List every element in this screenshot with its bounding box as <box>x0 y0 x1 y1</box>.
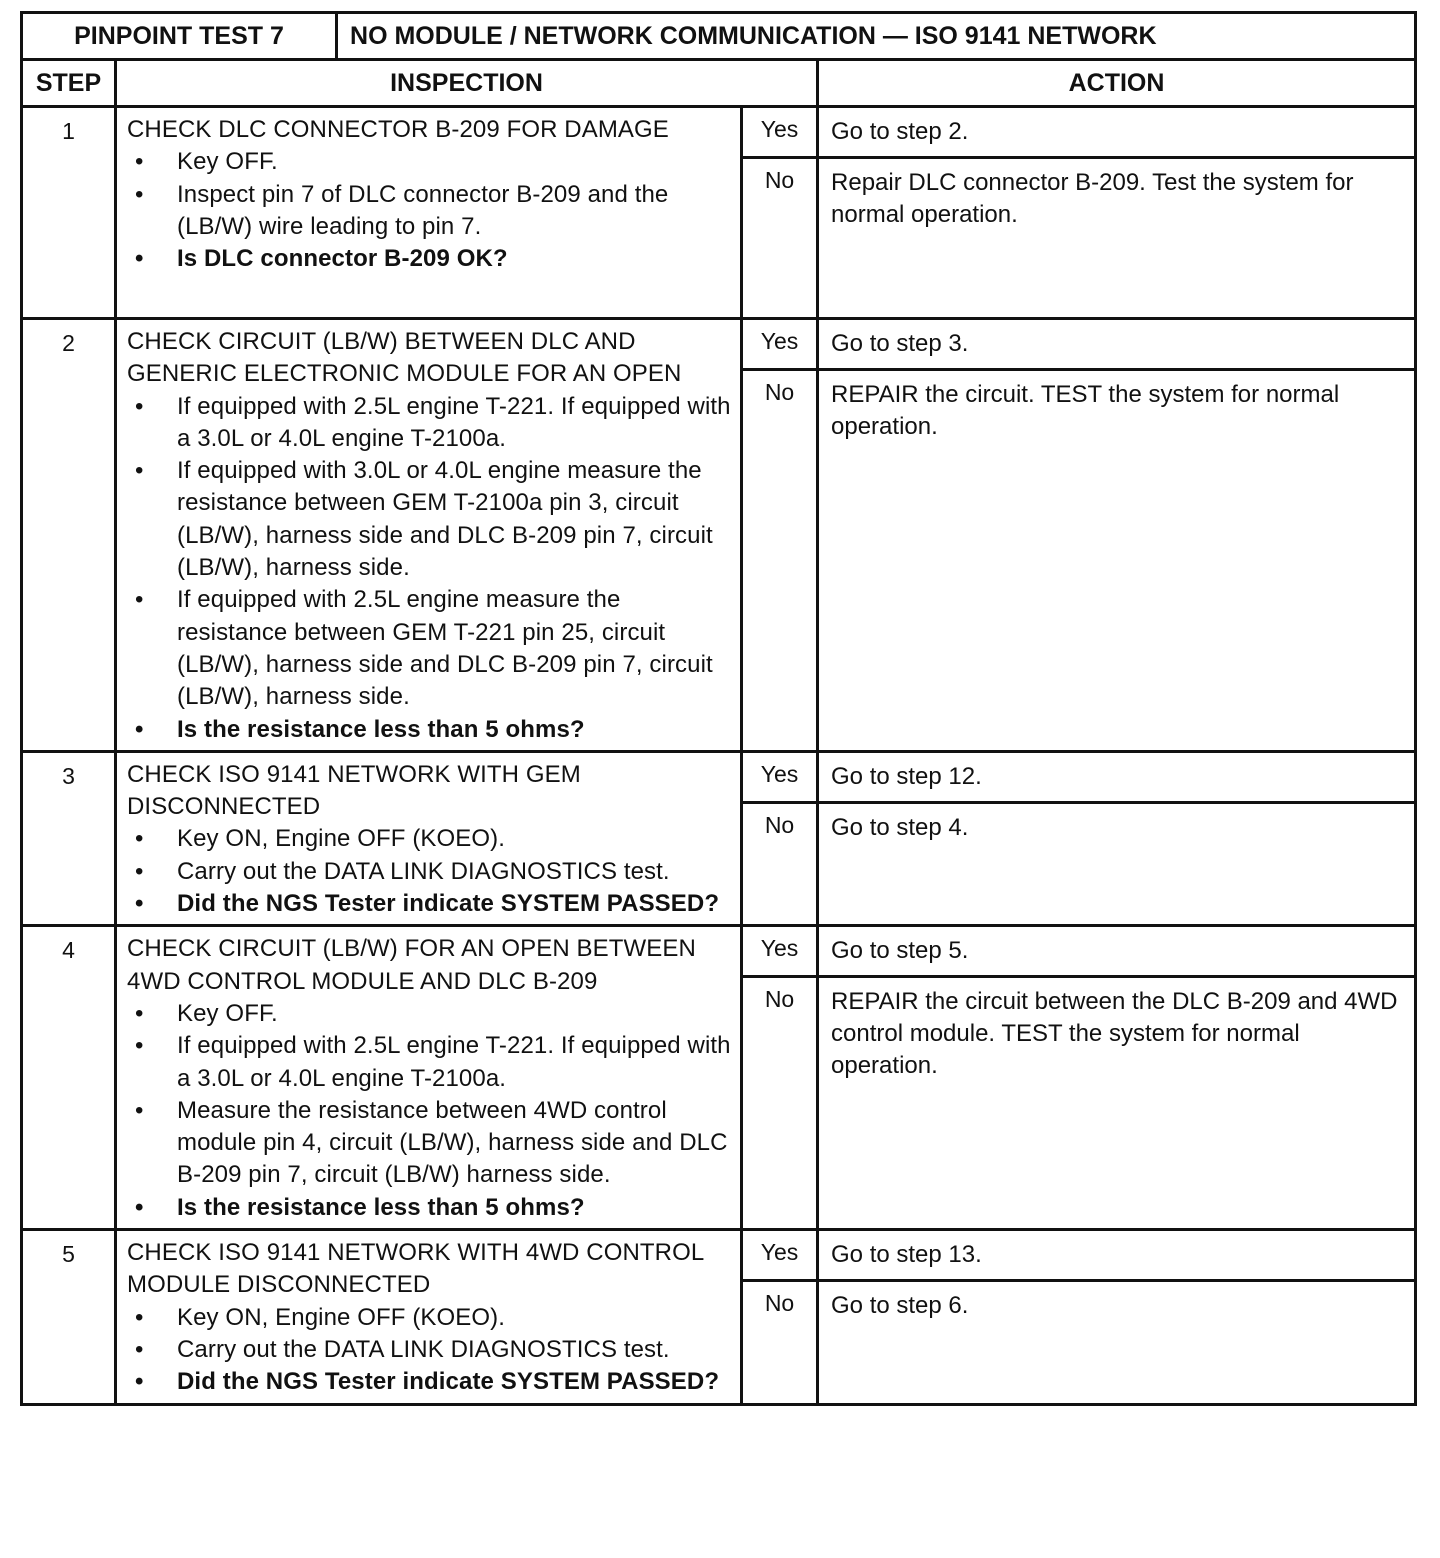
no-action: Go to step 6. <box>818 1281 1416 1404</box>
no-action: Go to step 4. <box>818 802 1416 925</box>
inspection-cell <box>116 319 742 752</box>
step-row-2 <box>22 319 1416 370</box>
yes-action: Go to step 3. <box>818 319 1416 370</box>
bullet-item: • Carry out the DATA LINK DIAGNOSTICS test. <box>127 1334 732 1366</box>
action-column-header: ACTION <box>818 60 1416 107</box>
yes-label: Yes <box>742 107 818 158</box>
bullet-item: • Key OFF. <box>127 146 732 178</box>
bullet-item: • Measure the resistance between 4WD control module pin 4, circuit (LB/W), harness side and DLC B-209 pin 7, circuit (LB/W) harness side. <box>127 1095 732 1192</box>
step-column-header: STEP <box>22 60 116 107</box>
no-label: No <box>742 370 818 752</box>
yes-action: Go to step 13. <box>818 1230 1416 1281</box>
bullet-item: • Key ON, Engine OFF (KOEO). <box>127 823 732 855</box>
inspection-bullets <box>127 998 732 1224</box>
no-action: REPAIR the circuit. TEST the system for normal operation. <box>818 370 1416 752</box>
bullet-item: • If equipped with 2.5L engine T-221. If equipped with a 3.0L or 4.0L engine T-2100a. <box>127 391 732 456</box>
step-number: 2 <box>22 319 116 752</box>
bullet-item: • Carry out the DATA LINK DIAGNOSTICS test. <box>127 856 732 888</box>
bullet-question: • Is the resistance less than 5 ohms? <box>127 1192 732 1224</box>
step-number: 5 <box>22 1230 116 1404</box>
bullet-question: • Is the resistance less than 5 ohms? <box>127 714 732 746</box>
no-label: No <box>742 802 818 925</box>
inspection-cell <box>116 751 742 925</box>
no-label: No <box>742 1281 818 1404</box>
step-number: 4 <box>22 926 116 1230</box>
inspection-bullets <box>127 1302 732 1399</box>
inspection-heading: CHECK ISO 9141 NETWORK WITH GEM DISCONNECTED <box>127 760 581 821</box>
yes-label: Yes <box>742 1230 818 1281</box>
bullet-item: • Key ON, Engine OFF (KOEO). <box>127 1302 732 1334</box>
inspection-cell <box>116 1230 742 1404</box>
inspection-cell <box>116 107 742 319</box>
step-number: 3 <box>22 751 116 925</box>
yes-label: Yes <box>742 319 818 370</box>
title-row <box>22 13 1416 60</box>
bullet-item: • If equipped with 2.5L engine measure the resistance between GEM T-221 pin 25, circuit (LB/W), harness side and DLC B-209 pin 7, circuit (LB/W), harness side. <box>127 584 732 713</box>
test-title: NO MODULE / NETWORK COMMUNICATION — ISO 9141 NETWORK <box>337 13 1416 60</box>
pinpoint-test-sheet <box>20 11 1414 1406</box>
test-id: PINPOINT TEST 7 <box>22 13 337 60</box>
step-number: 1 <box>22 107 116 319</box>
inspection-heading: CHECK CIRCUIT (LB/W) FOR AN OPEN BETWEEN 4WD CONTROL MODULE AND DLC B-209 <box>127 935 696 995</box>
no-label: No <box>742 977 818 1230</box>
inspection-column-header: INSPECTION <box>116 60 818 107</box>
bullet-question: • Did the NGS Tester indicate SYSTEM PASSED? <box>127 1366 732 1398</box>
yes-action: Go to step 5. <box>818 926 1416 977</box>
inspection-cell <box>116 926 742 1230</box>
step-row-1 <box>22 107 1416 158</box>
bullet-item: • If equipped with 3.0L or 4.0L engine measure the resistance between GEM T-2100a pin 3, circuit (LB/W), harness side and DLC B-209 pin 7, circuit (LB/W), harness side. <box>127 455 732 584</box>
step-row-4 <box>22 926 1416 977</box>
inspection-bullets <box>127 823 732 920</box>
yes-action: Go to step 12. <box>818 751 1416 802</box>
no-action: REPAIR the circuit between the DLC B-209 and 4WD control module. TEST the system for normal operation. <box>818 977 1416 1230</box>
yes-action: Go to step 2. <box>818 107 1416 158</box>
bullet-question: • Did the NGS Tester indicate SYSTEM PASSED? <box>127 888 732 920</box>
no-label: No <box>742 158 818 319</box>
inspection-heading: CHECK DLC CONNECTOR B-209 FOR DAMAGE <box>127 116 669 143</box>
column-header-row <box>22 60 1416 107</box>
bullet-item: • Inspect pin 7 of DLC connector B-209 and the (LB/W) wire leading to pin 7. <box>127 179 732 244</box>
inspection-bullets <box>127 146 732 275</box>
bullet-item: • Key OFF. <box>127 998 732 1030</box>
yes-label: Yes <box>742 926 818 977</box>
step-row-3 <box>22 751 1416 802</box>
pinpoint-test-table <box>20 11 1417 1406</box>
bullet-question: • Is DLC connector B-209 OK? <box>127 243 732 275</box>
no-action: Repair DLC connector B-209. Test the system for normal operation. <box>818 158 1416 319</box>
inspection-heading: CHECK ISO 9141 NETWORK WITH 4WD CONTROL MODULE DISCONNECTED <box>127 1239 704 1299</box>
step-row-5 <box>22 1230 1416 1281</box>
inspection-bullets <box>127 391 732 746</box>
bullet-item: • If equipped with 2.5L engine T-221. If equipped with a 3.0L or 4.0L engine T-2100a. <box>127 1030 732 1095</box>
yes-label: Yes <box>742 751 818 802</box>
inspection-heading: CHECK CIRCUIT (LB/W) BETWEEN DLC AND GENERIC ELECTRONIC MODULE FOR AN OPEN <box>127 328 682 388</box>
